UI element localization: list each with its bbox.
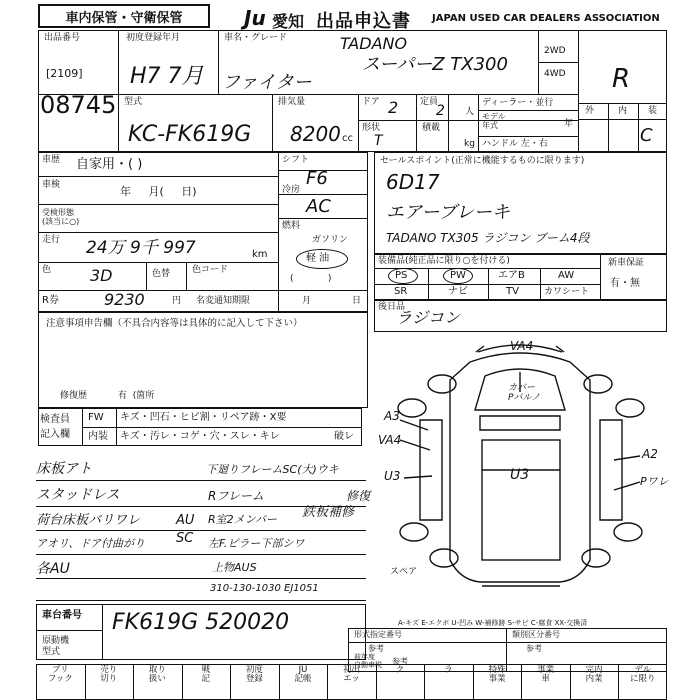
fuel-selected: 軽 油 <box>306 253 330 264</box>
handle-label: ハンドル 左・右 <box>482 139 548 149</box>
equip-tv: TV <box>506 286 519 297</box>
capacity-label: 定員 <box>420 97 439 107</box>
equipment-label: 装備品(純正品に限り○を付ける) <box>378 256 510 266</box>
color-swap-label: 色替 <box>152 269 171 279</box>
note-line-4: アオリ、ドア付曲がり <box>36 537 146 550</box>
inspection-value: 年 月( 日) <box>120 185 197 198</box>
diagram-note-top: VA4 <box>510 339 534 353</box>
chassis-number: FK619G 520020 <box>112 610 290 635</box>
bottom-cell-divider <box>85 664 86 700</box>
bottom-flag-cell: 戦 記 <box>201 665 211 685</box>
shape-label: 形状 <box>362 123 381 133</box>
first-registration-label: 初度登録年月 <box>126 33 181 43</box>
diagram-note-u3-left: U3 <box>384 469 401 483</box>
bottom-cell-divider <box>230 664 231 700</box>
fw-items: キズ・凹石・ヒビ割・リペア跡・X要 <box>120 412 287 423</box>
repair-history-label: 修復歴 <box>60 391 88 401</box>
displacement-label: 排気量 <box>278 97 306 107</box>
equip-ps: PS <box>395 270 408 281</box>
year-unit: 年 <box>564 119 574 129</box>
ju-logo-text: Ju <box>244 6 266 30</box>
diagram-note-cover: カバー Pパルノ <box>508 383 541 403</box>
equip-navi: ナビ <box>448 286 468 297</box>
after-items-value: ラジコン <box>396 308 461 327</box>
mileage-value: 24万 9千 997 <box>86 238 196 258</box>
diagram-note-a3: A3 <box>384 409 400 423</box>
new-car-warranty-value: 有・無 <box>610 278 640 289</box>
shape-spec-ref: 参考 <box>368 644 384 653</box>
shape-value: T <box>374 133 383 149</box>
inspector-label: 検査員 記入欄 <box>40 414 70 440</box>
note-right-4: 左F.ピラー下部シワ <box>208 537 305 550</box>
capacity-value: 2 <box>436 103 445 119</box>
bottom-flag-cell: 事業 車 <box>537 665 555 685</box>
bottom-flag-cell: ク <box>395 665 405 675</box>
bottom-cell-divider <box>182 664 183 700</box>
damage-legend: A-キズ E-エクボ U-凹み W-補修跡 S-サビ C-腐食 XX-交換済 <box>398 619 588 627</box>
deadline-label: 名変通知期限 <box>196 296 251 306</box>
selling-point-1: 6D17 <box>386 170 440 194</box>
note-line-1: 床板アト <box>36 461 92 477</box>
note-line-3: 荷台床板バリワレ <box>36 513 141 528</box>
ac-value: AC <box>306 196 331 217</box>
note-right-3b: 鉄板補修 <box>302 505 355 520</box>
model-label: 型式 <box>124 97 143 107</box>
repair-history-value: 有 (箇所 <box>118 391 155 401</box>
bottom-flag-cell: デル に限り <box>629 665 656 685</box>
lot-number: 08745 <box>40 91 117 119</box>
interior-label-a: 内 <box>618 106 628 116</box>
bottom-flag-cell: 完内 内業 <box>585 665 603 685</box>
equip-airbag: エアB <box>498 270 525 281</box>
note-right-1: 下廻りフレームSC(大)ウキ <box>206 463 339 476</box>
dealer-label: ディーラー・並行 <box>482 98 554 108</box>
fuel-options: ガソリン <box>312 235 349 245</box>
color-value: 3D <box>90 266 113 285</box>
interior-damage-label: 内装 <box>88 431 108 442</box>
diagram-note-a2: A2 <box>642 447 658 461</box>
lot-sub-number: [2109] <box>46 67 83 80</box>
chassis-label: 車台番号 <box>42 610 82 621</box>
bottom-cell-divider <box>521 664 522 700</box>
form-title: 出品申込書 <box>316 11 411 32</box>
diagram-note-u3-center: U3 <box>510 467 530 483</box>
bottom-cell-divider <box>376 664 377 700</box>
interior-damage-items: キズ・汚レ・コゲ・穴・スレ・キレ <box>120 431 280 442</box>
lot-number-label: 出品番号 <box>44 33 81 43</box>
equip-aw: AW <box>558 270 575 281</box>
bottom-flag-cell: 特殊 事業 <box>488 665 506 685</box>
exterior-label: 外 <box>585 106 595 116</box>
door-label: ドア <box>362 97 380 107</box>
2wd-option: 2WD <box>544 46 566 56</box>
ac-label: 冷房 <box>282 185 301 195</box>
bottom-flag-cell: 初出 エッ <box>342 665 360 685</box>
km-unit: km <box>252 249 268 260</box>
color-label: 色 <box>42 265 52 275</box>
bottom-cell-divider <box>279 664 280 700</box>
door-value: 2 <box>388 98 399 117</box>
inspection-label: 車検 <box>42 180 61 190</box>
fuel-other: ( ) <box>290 274 332 284</box>
selling-points-label: セールスポイント(正常に機能するものに限ります) <box>380 156 585 166</box>
first-registration-value: H7 7月 <box>130 64 204 89</box>
shift-value: F6 <box>306 168 328 189</box>
engine-model-label: 原動機 型式 <box>42 636 70 657</box>
model-value: KC-FK619G <box>128 122 252 147</box>
bottom-flag-cell: 売り 切り <box>100 665 118 685</box>
note-line-3b: AU <box>176 513 195 528</box>
note-right-5: 上物AUS <box>212 561 257 574</box>
note-line-5: 各AU <box>36 561 70 577</box>
bottom-cell-divider <box>618 664 619 700</box>
selling-point-2: エアーブレーキ <box>386 202 510 223</box>
bottom-flag-cell: ラ <box>444 665 453 675</box>
yen-unit: 円 <box>172 296 182 306</box>
note-right-2: Rフレーム <box>208 489 264 503</box>
diagram-note-pware: Pワレ <box>640 475 669 488</box>
cc-unit: cc <box>342 133 353 144</box>
fw-label: FW <box>88 412 104 423</box>
new-car-warranty-label: 新車保証 <box>608 258 645 268</box>
4wd-option: 4WD <box>544 69 566 79</box>
bottom-flag-cell: 取り 扱い <box>148 665 166 685</box>
fuel-label: 燃料 <box>282 221 301 231</box>
diagram-note-va4: VA4 <box>378 433 402 447</box>
category-label: 類別区分番号 <box>512 630 560 639</box>
note-line-2: スタッドレス <box>36 487 120 503</box>
notes-label: 注意事項申告欄（不具合内容等は具体的に記入して下さい） <box>46 318 303 329</box>
inspection-type-label: 受検形態 (該当に○) <box>42 208 80 227</box>
association-name: JAPAN USED CAR DEALERS ASSOCIATION <box>432 13 660 24</box>
interior-damage-end: 破レ <box>334 431 354 442</box>
after-items-label: 後日品 <box>378 302 406 312</box>
equip-pw: PW <box>450 270 466 281</box>
bottom-cell-divider <box>133 664 134 700</box>
grade-value: スーパーZ TX300 <box>362 54 508 75</box>
history-value: 自家用・( ) <box>76 157 143 172</box>
interior-label-b: 装 <box>648 106 658 116</box>
bottom-flag-cell: 初度 登録 <box>245 665 263 685</box>
note-right-2b: 修復 <box>346 489 371 503</box>
mileage-label: 走行 <box>42 235 61 245</box>
car-name-value: TADANO <box>340 34 408 53</box>
note-right-3: R室2メンバー <box>208 513 277 526</box>
bottom-flag-cell: ブリ フック <box>47 665 73 685</box>
equip-sr: SR <box>394 286 408 297</box>
r-ticket-label: R券 <box>42 295 59 306</box>
bottom-cell-divider <box>570 664 571 700</box>
deadline-day: 日 <box>352 296 362 306</box>
interior-grade: C <box>640 125 653 146</box>
first-registration-word: ファイター <box>222 72 312 93</box>
deadline-month: 月 <box>302 296 312 306</box>
bottom-cell-divider <box>473 664 474 700</box>
category-ref: 参考 <box>526 644 542 653</box>
diagram-spare-label: スペア <box>390 567 418 577</box>
bottom-flag-cell: JU 記帳 <box>294 665 312 685</box>
r-ticket-value: 9230 <box>104 290 145 309</box>
selling-point-3: TADANO TX305 ラジコン ブーム4段 <box>386 231 590 245</box>
history-label: 車歴 <box>42 155 61 165</box>
note-right-6: 310-130-1030 EJ1051 <box>210 583 319 594</box>
capacity-unit: 人 <box>465 107 475 117</box>
kg-unit: kg <box>464 139 475 149</box>
car-name-label: 車名・グレード <box>224 33 288 43</box>
color-code-label: 色コード <box>192 265 229 275</box>
displacement-value: 8200 <box>290 122 341 146</box>
load-label: 積載 <box>422 123 441 133</box>
bottom-cell-divider <box>327 664 328 700</box>
prev-tax-label: 前年度 自動車税 <box>354 653 382 669</box>
equip-leather: カワシート <box>544 287 590 297</box>
shift-label: シフト <box>282 155 310 165</box>
logo-name: 愛知 <box>272 12 305 31</box>
note-line-4b: SC <box>176 531 194 546</box>
prev-tax-ref: 参考 <box>392 657 408 666</box>
evaluation-grade: R <box>612 64 631 94</box>
shape-spec-label: 形式指定番号 <box>354 630 402 639</box>
storage-title: 車内保管・守衛保管 <box>65 10 183 26</box>
model-year-label: モデル 年式 <box>482 112 506 130</box>
bottom-cell-divider <box>424 664 425 700</box>
